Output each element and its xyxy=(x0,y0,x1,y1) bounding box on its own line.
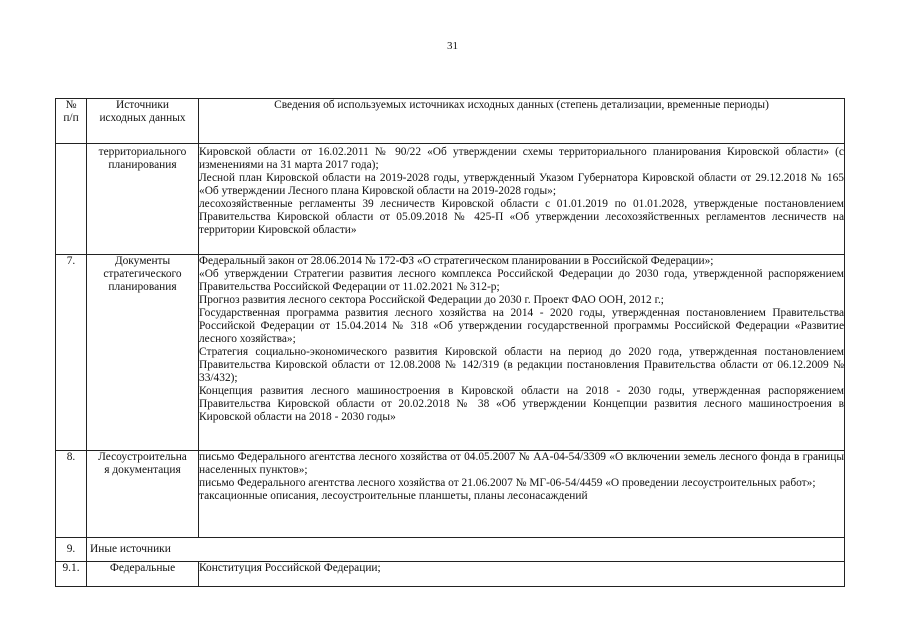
source-name: Федеральные xyxy=(87,562,199,587)
row-number: 9.1. xyxy=(56,562,87,587)
row-number: 8. xyxy=(56,451,87,538)
header-details: Сведения об используемых источниках исходных данных (степень детализации, временные периоды) xyxy=(199,99,845,144)
sources-table xyxy=(55,98,845,587)
source-details: Федеральный закон от 28.06.2014 № 172-ФЗ «О стратегическом планировании в Российской Федерации»; «Об утверждении Стратегии развития лесного комплекса Российской Федерации до 2030 года, утвержденной распоряжением Правительства Российской Федерации от 11.02.2021 № 312-р; Прогноз развития лесного сектора Российской Федерации до 2030 г. Проект ФАО ООН, 2012 г.; Государственная программа развития лесного хозяйства на 2014 - 2020 годы, утвержденная постановлением Правительства Российской Федерации от 15.04.2014 № 318 «Об утверждении государственной программы Российской Федерации «Развитие лесного хозяйства»; Стратегия социально-экономического развития Кировской области на период до 2020 года, утвержденная постановлением Правительства Кировской области от 12.08.2008 № 142/319 (в редакции постановления Правительства области от 06.12.2009 № 33/432); Концепция развития лесного машиностроения в Кировской области на 2018 - 2030 годы, утвержденная распоряжением Правительства Кировской области от 20.02.2018 № 38 «Об утверждении Концепции развития лесного машиностроения в Кировской области на 2018 - 2030 годы» xyxy=(199,255,845,451)
table-section-row xyxy=(56,538,845,562)
table-row xyxy=(56,562,845,587)
header-source: Источники исходных данных xyxy=(87,99,199,144)
source-name: территориального планирования xyxy=(87,144,199,255)
header-num: № п/п xyxy=(56,99,87,144)
source-details: Конституция Российской Федерации; xyxy=(199,562,845,587)
row-number xyxy=(56,144,87,255)
source-name: Документы стратегического планирования xyxy=(87,255,199,451)
table-row xyxy=(56,451,845,538)
table-header-row xyxy=(56,99,845,144)
page-number: 31 xyxy=(447,40,458,52)
row-number: 7. xyxy=(56,255,87,451)
section-title: Иные источники xyxy=(87,538,845,562)
source-name: Лесоустроительна я документация xyxy=(87,451,199,538)
row-number: 9. xyxy=(56,538,87,562)
source-details: письмо Федерального агентства лесного хозяйства от 04.05.2007 № АА-04-54/3309 «О включении земель лесного фонда в границы населенных пунктов»; письмо Федерального агентства лесного хозяйства от 21.06.2007 № МГ-06-54/4459 «О проведении лесоустроительных работ»; таксационные описания, лесоустроительные планшеты, планы лесонасаждений xyxy=(199,451,845,538)
table-row xyxy=(56,255,845,451)
source-details: Кировской области от 16.02.2011 № 90/22 «Об утверждении схемы территориального планирования Кировской области» (с изменениями на 31 марта 2017 года); Лесной план Кировской области на 2019-2028 годы, утвержденный Указом Губернатора Кировской области от 29.12.2018 № 165 «Об утверждении Лесного плана Кировской области на 2019-2028 годы»; лесохозяйственные регламенты 39 лесничеств Кировской области с 01.01.2019 по 01.01.2028, утвержденые постановлением Правительства Кировской области от 05.09.2018 № 425-П «Об утверждении лесохозяйственных регламентов лесничеств на территории Кировской области» xyxy=(199,144,845,255)
table-row xyxy=(56,144,845,255)
